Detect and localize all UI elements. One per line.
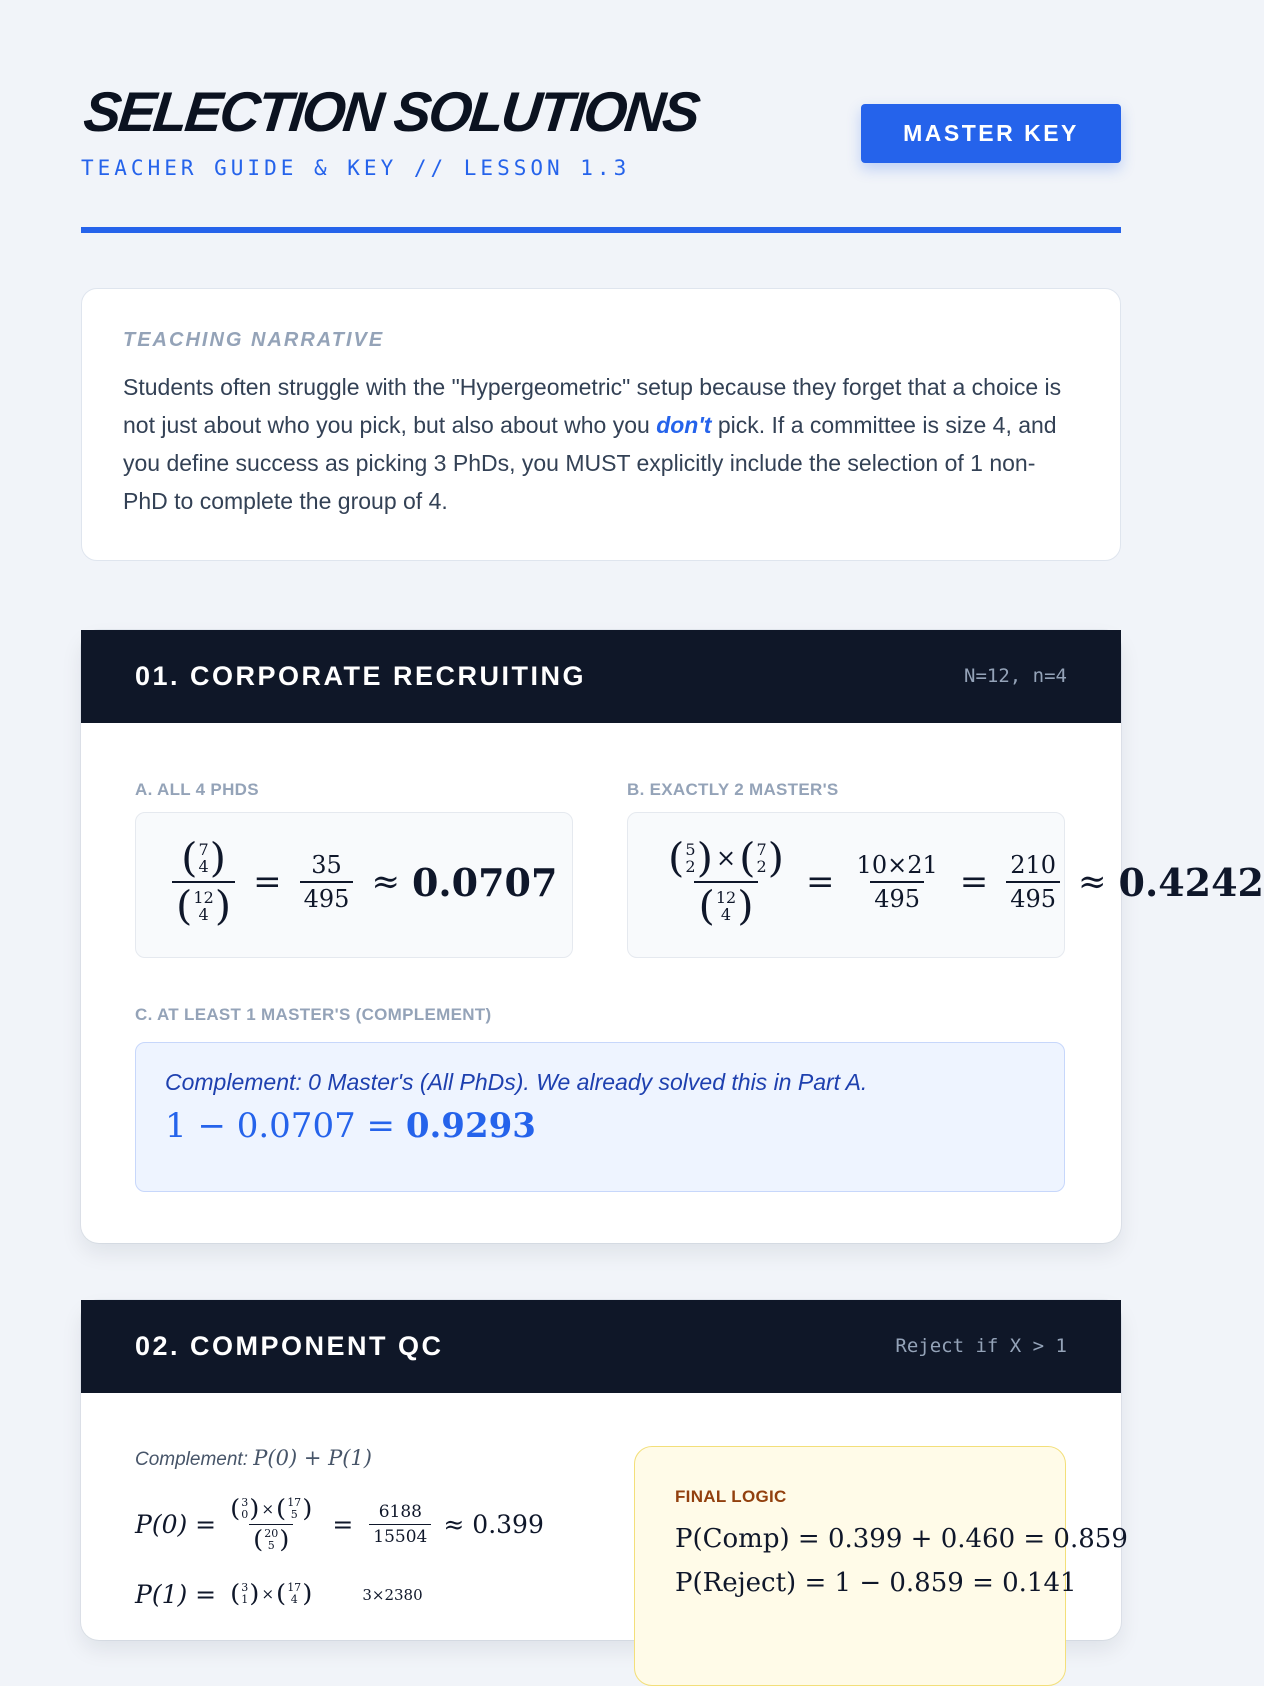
narrative-text [123,368,1079,520]
page-header [81,0,1121,240]
section-meta: Reject if X > 1 [895,1335,1067,1357]
complement-note: Complement: P(0) + P(1) [135,1446,372,1470]
part-c-label: C. AT LEAST 1 MASTER'S (COMPLEMENT) [135,1005,492,1024]
section-header [81,1300,1121,1393]
fraction: $\frac{6188}{15504}$ [369,1502,431,1547]
p1-equation: P(1) = ( 3 1 ) × ( 17 4 ) 3×2380 [135,1579,423,1609]
master-key-button[interactable]: MASTER KEY [861,104,1121,163]
equals-sign: = [253,862,282,902]
part-a-label: A. ALL 4 PHDS [135,780,259,799]
binomial: ( 12 4 ) [176,882,232,929]
page [80,0,1264,1609]
comp-probability: P(Comp) = 0.399 + 0.460 = 0.859 [675,1524,1128,1554]
part-b-result: 0.4242 [1118,859,1264,905]
section-title: 02. COMPONENT QC [135,1331,444,1361]
binomial: ( 7 4 ) [181,834,227,881]
final-logic-label: FINAL LOGIC [675,1487,787,1506]
complement-equation: 1 − 0.0707 = 0.9293 [165,1106,536,1146]
binomial-fraction: ( 3 1 ) × ( 17 4 ) [230,1579,313,1608]
section-meta: N=12, n=4 [964,665,1067,687]
binomial-fraction: ( 3 0 ) × ( 17 5 ) ( 20 5 ) [230,1494,313,1555]
part-a-solution [135,812,573,958]
page-title: SELECTION SOLUTIONS [80,80,701,143]
narrative-label: TEACHING NARRATIVE [123,329,385,351]
teaching-narrative-card [81,288,1121,561]
narrative-text-start: Students often struggle with the "Hypergeometric" setup because they forget that a choice is not just about who you pick, but also about who you [123,374,1062,438]
fraction: $\frac{35}{495}$ [300,851,354,913]
header-divider [81,227,1121,233]
narrative-emphasis: don't [656,412,712,438]
page-subtitle: TEACHER GUIDE & KEY // LESSON 1.3 [81,156,631,180]
approx-sign: ≈ [371,862,400,902]
binomial: ( 5 2 ) [668,834,713,881]
binomial: ( 7 2 ) [739,834,785,881]
section-header [81,630,1121,723]
binomial-fraction [172,834,235,929]
part-c-solution [135,1042,1065,1192]
part-b-label: B. EXACTLY 2 MASTER'S [627,780,839,799]
part-c-result: 0.9293 [405,1106,536,1146]
section-title: 01. CORPORATE RECRUITING [135,661,587,691]
equals-sign: = [806,862,835,902]
part-b-solution [627,812,1264,958]
fraction: $\frac{210}{495}$ [1006,851,1060,913]
complement-note: Complement: 0 Master's (All PhDs). We already solved this in Part A. [165,1069,868,1095]
binomial: ( 12 4 ) [698,882,754,929]
binomial-fraction: ( 5 2 ) × ( 7 2 ) ( 12 4 ) [668,834,785,929]
section-component-qc [81,1300,1128,1640]
part-a-result: 0.0707 [411,859,558,905]
equals-sign: = [959,862,989,902]
p0-equation: P(0) = ( 3 0 ) × ( 17 5 ) ( 20 5 ) = $\frac{6188}{15504}$ ≈ 0.399 [135,1494,544,1555]
final-logic-box [634,1446,1128,1686]
reject-probability: P(Reject) = 1 − 0.859 = 0.141 [675,1568,1077,1598]
fraction: $\frac{10\times 21}{495}$ [856,851,938,913]
narrative-text-end: pick. If a committee is size 4, and you define success as picking 3 PhDs, you MUST explicitly include the selection of 1 non-PhD to complete the group of 4. [123,412,1057,514]
approx-sign: ≈ [1078,862,1107,902]
section-corporate-recruiting [81,630,1264,1243]
